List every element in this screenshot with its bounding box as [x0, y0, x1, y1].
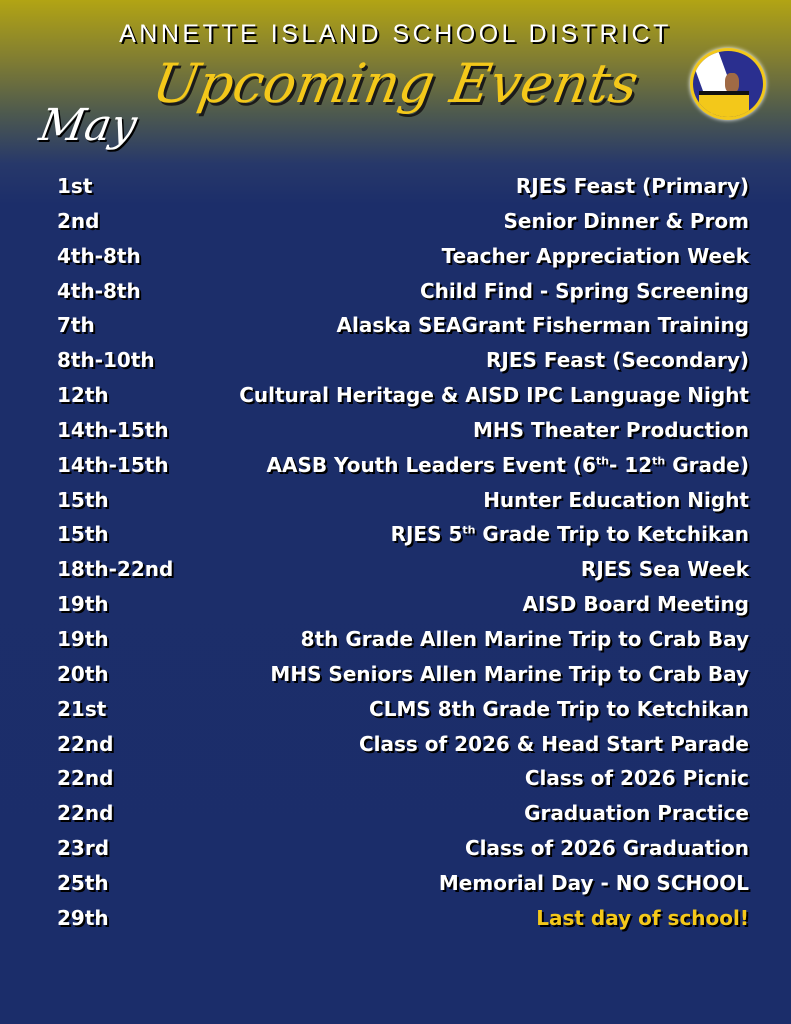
event-date: 21st — [57, 696, 107, 721]
event-date: 19th — [57, 626, 109, 651]
event-name — [504, 204, 749, 239]
event-name-text: MHS Seniors Allen Marine Trip to Crab Bay — [270, 661, 749, 686]
event-date: 12th — [57, 383, 109, 408]
month-heading: May — [35, 100, 141, 151]
event-name-text: Class of 2026 & Head Start Parade — [358, 731, 749, 756]
event-date: 20th — [57, 661, 109, 686]
event-name-text: RJES 5 — [390, 522, 463, 547]
event-name — [369, 692, 749, 727]
event-row — [57, 587, 749, 622]
event-name — [525, 761, 749, 796]
event-name-text: Alaska SEAGrant Fisherman Training — [336, 313, 749, 338]
event-row — [57, 204, 749, 239]
event-name — [391, 517, 749, 552]
event-name-text: AISD Board Meeting — [522, 592, 749, 617]
event-name-text: RJES Feast (Primary) — [515, 174, 749, 198]
event-name-superscript: th — [652, 454, 666, 468]
event-date: 29th — [57, 905, 109, 930]
event-name — [439, 866, 749, 901]
event-name-text: Hunter Education Night — [483, 487, 749, 512]
event-name-text: Child Find - Spring Screening — [419, 278, 749, 303]
event-name-superscript: th — [462, 523, 476, 537]
event-date: 15th — [57, 522, 109, 547]
event-row — [57, 239, 749, 274]
event-name-superscript: th — [595, 454, 610, 468]
event-name — [270, 657, 749, 692]
event-date: 1st — [57, 174, 93, 198]
event-date: 4th-8th — [57, 278, 141, 303]
event-name — [336, 308, 749, 343]
event-row — [57, 901, 749, 936]
event-name-text: Last day of school! — [536, 905, 749, 930]
event-row — [57, 413, 749, 448]
event-row — [57, 378, 749, 413]
event-date: 2nd — [57, 208, 100, 233]
event-date: 18th-22nd — [57, 557, 174, 582]
event-name-text: Cultural Heritage & AISD IPC Language Night — [239, 383, 749, 408]
event-date: 25th — [57, 870, 109, 895]
event-name-text: Memorial Day - NO SCHOOL — [438, 870, 749, 895]
event-row — [57, 657, 749, 692]
event-name-text: Class of 2026 Graduation — [464, 836, 749, 861]
event-name — [266, 448, 749, 483]
event-row — [57, 343, 749, 378]
event-date: 15th — [57, 487, 109, 512]
event-name — [239, 378, 749, 413]
event-name-text: - 12 — [609, 452, 653, 477]
event-date: 23rd — [57, 836, 110, 861]
page-title: Upcoming Events — [147, 52, 643, 115]
event-row — [57, 517, 749, 552]
event-row — [57, 796, 749, 831]
event-name-text: 8th Grade Allen Marine Trip to Crab Bay — [300, 626, 749, 651]
event-row — [57, 274, 749, 309]
event-name — [522, 587, 749, 622]
event-name — [524, 796, 749, 831]
event-name-text: CLMS 8th Grade Trip to Ketchikan — [369, 696, 749, 721]
event-date: 4th-8th — [57, 243, 141, 268]
event-row — [57, 448, 749, 483]
district-name: ANNETTE ISLAND SCHOOL DISTRICT — [119, 20, 672, 48]
event-name-text: RJES Feast (Secondary) — [485, 348, 749, 373]
event-name-text: Grade) — [665, 452, 749, 477]
event-name — [483, 483, 749, 518]
event-name-text: Senior Dinner & Prom — [503, 208, 749, 233]
event-name-text: Graduation Practice — [524, 801, 749, 826]
event-row — [57, 483, 749, 518]
event-name-text: MHS Theater Production — [473, 417, 749, 442]
event-name — [359, 727, 749, 762]
event-date: 22nd — [57, 766, 114, 791]
event-row — [57, 169, 749, 204]
school-mascot-logo — [690, 48, 766, 120]
event-row — [57, 692, 749, 727]
event-date: 22nd — [57, 801, 114, 826]
event-name-text: Teacher Appreciation Week — [441, 243, 749, 268]
events-list — [57, 169, 749, 936]
event-date: 8th-10th — [57, 348, 155, 373]
event-row — [57, 308, 749, 343]
event-date: 14th-15th — [57, 417, 169, 442]
event-name — [581, 552, 749, 587]
event-row — [57, 866, 749, 901]
event-name — [301, 622, 749, 657]
event-row — [57, 761, 749, 796]
event-date: 22nd — [57, 731, 114, 756]
event-date: 19th — [57, 592, 109, 617]
event-name-text: RJES Sea Week — [580, 557, 749, 582]
logo-robe-shape — [699, 91, 749, 120]
event-name — [486, 343, 749, 378]
event-name-text: Class of 2026 Picnic — [524, 766, 749, 791]
event-name — [465, 831, 749, 866]
event-row — [57, 831, 749, 866]
event-name — [516, 169, 749, 204]
event-row — [57, 727, 749, 762]
event-date: 7th — [57, 313, 95, 338]
event-name — [442, 239, 749, 274]
event-name-text: Grade Trip to Ketchikan — [475, 522, 749, 547]
logo-face-shape — [725, 73, 739, 93]
event-name-text: AASB Youth Leaders Event (6 — [266, 452, 596, 477]
event-date: 14th-15th — [57, 452, 169, 477]
event-name — [420, 274, 749, 309]
event-row — [57, 622, 749, 657]
event-row — [57, 552, 749, 587]
event-name — [536, 901, 749, 936]
event-name — [473, 413, 749, 448]
